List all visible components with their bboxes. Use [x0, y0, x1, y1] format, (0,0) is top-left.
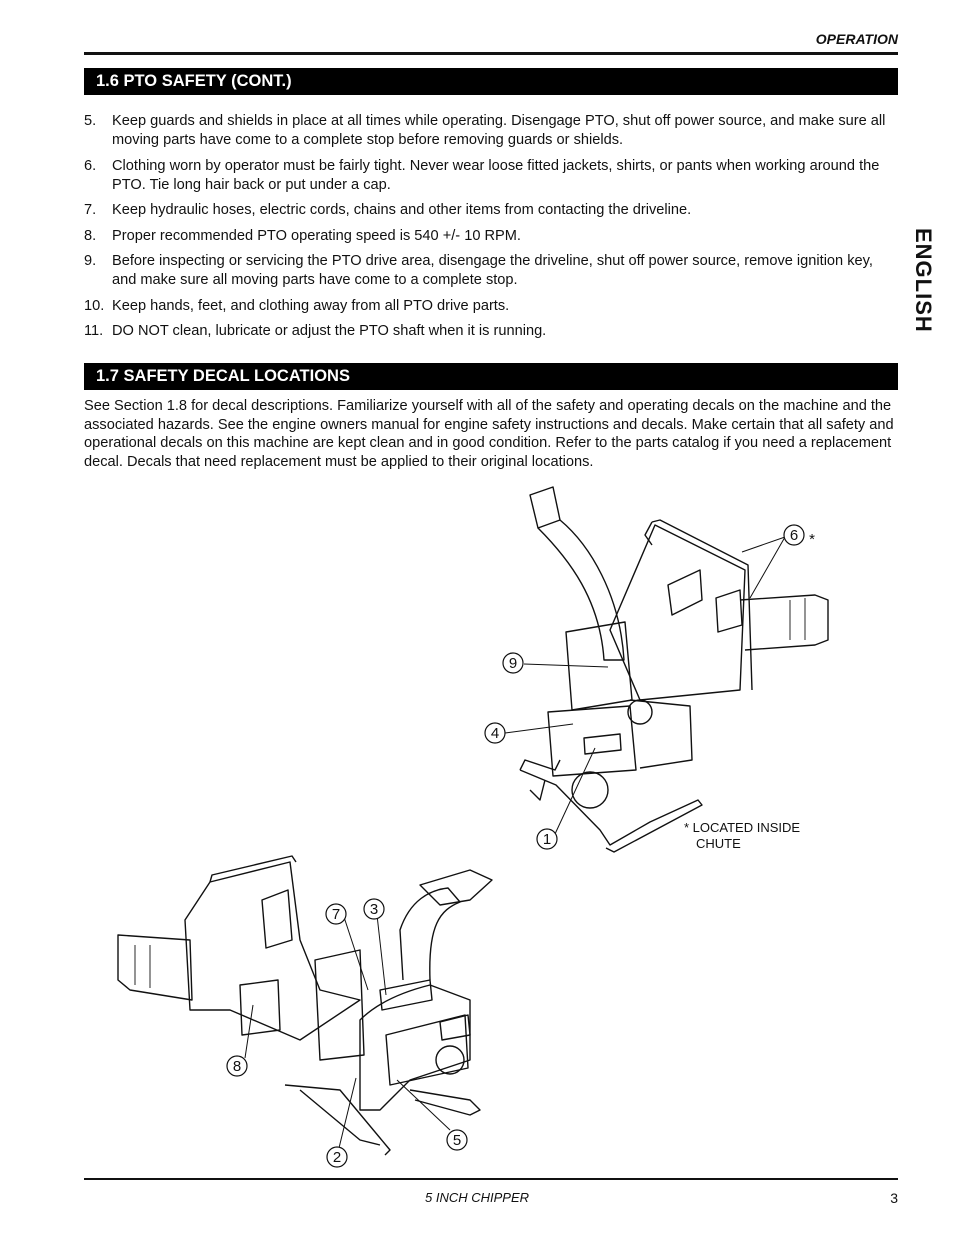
svg-text:6: 6 — [789, 527, 799, 544]
section-heading-pto-safety: 1.6 PTO SAFETY (CONT.) — [84, 68, 898, 95]
list-item: 6. Clothing worn by operator must be fairly tight. Never wear loose fitted jackets, shirts, or pants when working around the PTO. Tie long hair back or put under a cap. — [84, 157, 880, 193]
footer-rule — [84, 1178, 898, 1180]
svg-text:3: 3 — [369, 901, 379, 918]
chipper-front-view-drawing — [118, 856, 492, 1155]
callout-3 — [364, 899, 384, 919]
svg-text:8: 8 — [232, 1058, 242, 1075]
footer-title: 5 INCH CHIPPER — [424, 1190, 530, 1205]
list-item: 10. Keep hands, feet, and clothing away from all PTO drive parts. — [84, 297, 510, 314]
callout-6 — [784, 525, 804, 545]
svg-text:5: 5 — [452, 1132, 462, 1149]
svg-text:1: 1 — [542, 831, 552, 848]
callout-6-asterisk: * — [809, 531, 815, 548]
callout-8 — [227, 1056, 247, 1076]
list-item: 9. Before inspecting or servicing the PTO drive area, disengage the driveline, shut off power source, remove ignition key, and make sure all moving parts have come to a complete stop. — [84, 253, 873, 288]
list-item: 7. Keep hydraulic hoses, electric cords, chains and other items from contacting the driveline. — [84, 202, 692, 218]
svg-text:2: 2 — [332, 1149, 342, 1166]
list-item: 5. Keep guards and shields in place at all times while operating. Disengage PTO, shut off power source, and make sure all moving parts have come to a complete stop before removing guards or shields. — [84, 113, 886, 148]
svg-text:4: 4 — [490, 725, 500, 742]
section-heading-decal-locations: 1.7 SAFETY DECAL LOCATIONS — [84, 363, 898, 390]
callout-4 — [485, 723, 505, 743]
callout-7 — [326, 904, 346, 924]
callout-9 — [503, 653, 523, 673]
callout-2 — [327, 1147, 347, 1167]
page-number: 3 — [890, 1190, 898, 1206]
decal-intro-paragraph: See Section 1.8 for decal descriptions. Familiarize yourself with all of the safety and operating decals on the machine and the associated hazards. See the engine owners manual for engine safety instructions and decals. Make certain that all safety and operational decals on this machine are kept clean and in good condition. Refer to the parts catalog if you need a replacement decal. Decals that need replacement must be applied to their original locations. — [84, 398, 894, 470]
svg-text:9: 9 — [508, 655, 518, 672]
callout-5 — [447, 1130, 467, 1150]
list-item: 11. DO NOT clean, lubricate or adjust the PTO shaft when it is running. — [84, 323, 547, 339]
chute-location-note: * LOCATED INSIDE CHUTE — [684, 820, 801, 851]
language-label: ENGLISH — [911, 227, 936, 333]
list-item: 8. Proper recommended PTO operating speed is 540 +/- 10 RPM. — [84, 227, 521, 244]
header-section-label: OPERATION — [815, 31, 898, 47]
svg-text:7: 7 — [331, 906, 341, 923]
callout-1 — [537, 829, 557, 849]
